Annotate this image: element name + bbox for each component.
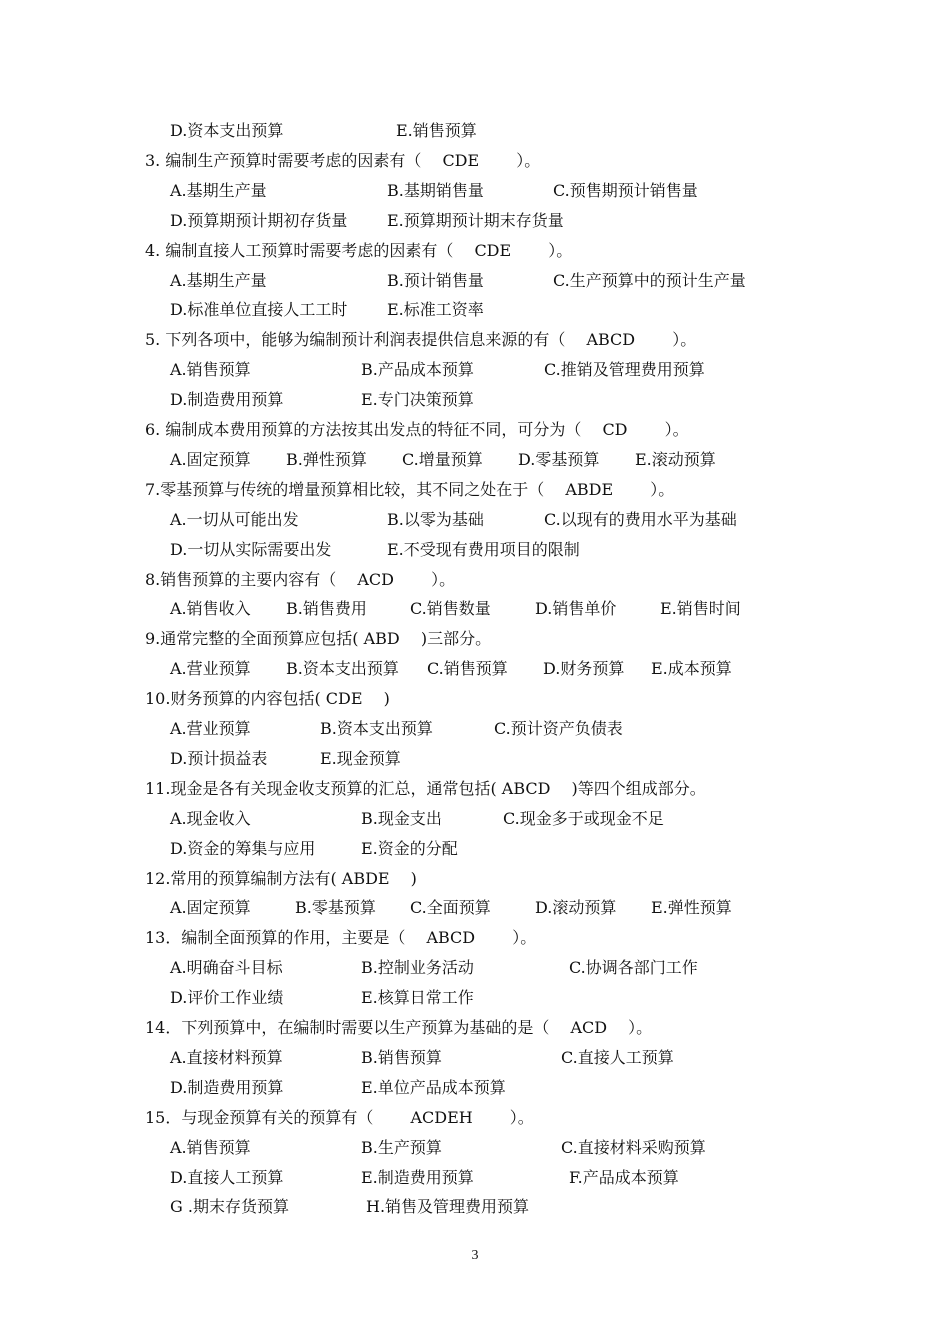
page-number: 3: [471, 1248, 479, 1263]
option-text: E.预算期预计期末存货量: [387, 211, 564, 230]
option-text: A.销售预算: [170, 1138, 251, 1157]
option-text: A.固定预算: [170, 898, 251, 917]
option-text: B.生产预算: [361, 1138, 442, 1157]
option-text: B.零基预算: [295, 898, 376, 917]
option-text: D.制造费用预算: [170, 1078, 284, 1097]
question-text: 11.现金是各有关现金收支预算的汇总，通常包括( ABCD )等四个组成部分。: [145, 779, 706, 798]
option-text: B.弹性预算: [286, 450, 367, 469]
option-text: D.销售单价: [535, 599, 617, 618]
option-text: E.成本预算: [651, 659, 732, 678]
option-text: C.生产预算中的预计生产量: [553, 271, 746, 290]
option-text: E.滚动预算: [635, 450, 716, 469]
option-text: E.单位产品成本预算: [361, 1078, 506, 1097]
option-text: A.明确奋斗目标: [170, 958, 283, 977]
question-text: 10.财务预算的内容包括( CDE ): [145, 689, 390, 708]
option-text: A.营业预算: [170, 719, 251, 738]
option-text: C.直接材料采购预算: [561, 1138, 706, 1157]
option-text: C.直接人工预算: [561, 1048, 674, 1067]
option-text: A.现金收入: [170, 809, 251, 828]
question-text: 5. 下列各项中，能够为编制预计利润表提供信息来源的有（ ABCD ）。: [145, 330, 697, 349]
option-text: E.现金预算: [320, 749, 401, 768]
question-text: 14．下列预算中，在编制时需要以生产预算为基础的是（ ACD ）。: [145, 1018, 653, 1037]
option-text: D.一切从实际需要出发: [170, 540, 332, 559]
option-text: F.产品成本预算: [569, 1168, 679, 1187]
option-text: D.评价工作业绩: [170, 988, 284, 1007]
question-text: 6. 编制成本费用预算的方法按其出发点的特征不同，可分为（ CD ）。: [145, 420, 689, 439]
question-text: 3. 编制生产预算时需要考虑的因素有（ CDE ）。: [145, 151, 541, 170]
question-text: 7.零基预算与传统的增量预算相比较，其不同之处在于（ ABDE ）。: [145, 480, 675, 499]
question-text: 15．与现金预算有关的预算有（ ACDEH ）。: [145, 1108, 534, 1127]
option-text: A.一切从可能出发: [170, 510, 299, 529]
option-text: A.固定预算: [170, 450, 251, 469]
option-text: D.直接人工预算: [170, 1168, 284, 1187]
option-text: D.滚动预算: [535, 898, 617, 917]
question-text: 9.通常完整的全面预算应包括( ABD )三部分。: [145, 629, 492, 648]
option-text: E.制造费用预算: [361, 1168, 474, 1187]
option-text: A.基期生产量: [170, 271, 267, 290]
question-text: 13．编制全面预算的作用，主要是（ ABCD ）。: [145, 928, 537, 947]
option-text: H.销售及管理费用预算: [366, 1197, 530, 1216]
option-text: E.销售时间: [660, 599, 741, 618]
option-text: C.全面预算: [410, 898, 491, 917]
option-text: A.直接材料预算: [170, 1048, 283, 1067]
option-text: E.销售预算: [396, 121, 477, 140]
option-text: D.零基预算: [518, 450, 600, 469]
option-text: A.基期生产量: [170, 181, 267, 200]
option-text: C.预售期预计销售量: [553, 181, 698, 200]
option-text: D.资本支出预算: [170, 121, 284, 140]
option-text: B.控制业务活动: [361, 958, 474, 977]
option-text: C.推销及管理费用预算: [544, 360, 705, 379]
option-text: A.销售预算: [170, 360, 251, 379]
option-text: C.协调各部门工作: [569, 958, 698, 977]
option-text: D.财务预算: [543, 659, 625, 678]
option-text: C.现金多于或现金不足: [503, 809, 664, 828]
option-text: E.标准工资率: [387, 300, 484, 319]
option-text: D.制造费用预算: [170, 390, 284, 409]
option-text: E.核算日常工作: [361, 988, 474, 1007]
option-text: B.产品成本预算: [361, 360, 474, 379]
option-text: B.资本支出预算: [286, 659, 399, 678]
option-text: C.以现有的费用水平为基础: [544, 510, 737, 529]
option-text: C.销售数量: [410, 599, 491, 618]
option-text: E.弹性预算: [651, 898, 732, 917]
option-text: B.以零为基础: [387, 510, 484, 529]
option-text: B.基期销售量: [387, 181, 484, 200]
option-text: B.预计销售量: [387, 271, 484, 290]
option-text: B.销售预算: [361, 1048, 442, 1067]
option-text: C.预计资产负债表: [494, 719, 623, 738]
option-text: E.不受现有费用项目的限制: [387, 540, 580, 559]
option-text: B.资本支出预算: [320, 719, 433, 738]
option-text: B.现金支出: [361, 809, 442, 828]
option-text: B.销售费用: [286, 599, 367, 618]
option-text: D.标准单位直接人工工时: [170, 300, 348, 319]
option-text: G .期末存货预算: [170, 1197, 289, 1216]
option-text: E.专门决策预算: [361, 390, 474, 409]
option-text: D.资金的筹集与应用: [170, 839, 316, 858]
option-text: D.预计损益表: [170, 749, 268, 768]
option-text: C.增量预算: [402, 450, 483, 469]
option-text: E.资金的分配: [361, 839, 458, 858]
question-text: 12.常用的预算编制方法有( ABDE ): [145, 869, 417, 888]
option-text: C.销售预算: [427, 659, 508, 678]
question-text: 4. 编制直接人工预算时需要考虑的因素有（ CDE ）。: [145, 241, 573, 260]
option-text: A.销售收入: [170, 599, 251, 618]
option-text: D.预算期预计期初存货量: [170, 211, 348, 230]
option-text: A.营业预算: [170, 659, 251, 678]
question-text: 8.销售预算的主要内容有（ ACD ）。: [145, 570, 456, 589]
